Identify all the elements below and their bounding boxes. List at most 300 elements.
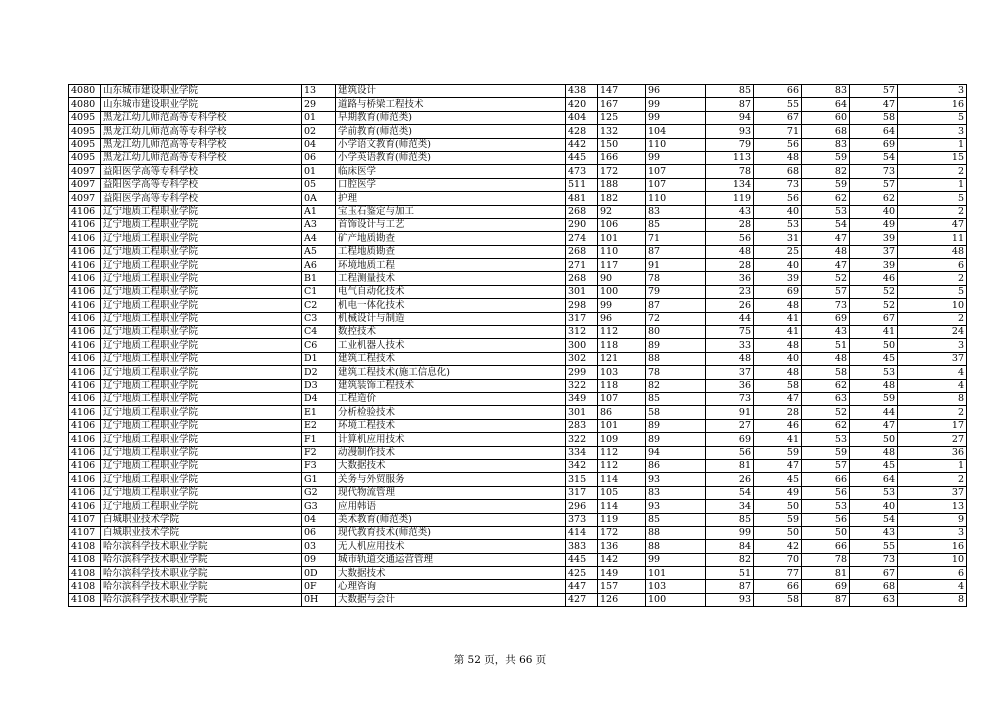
school-code-cell: 4106 — [69, 312, 101, 325]
table-row — [69, 513, 967, 526]
score-b-cell: 80 — [646, 326, 706, 339]
score-e-cell: 56 — [802, 513, 850, 526]
total-score-cell: 349 — [566, 392, 598, 405]
school-name-cell: 白城职业技术学院 — [101, 513, 302, 526]
rank-cell: 1 — [898, 178, 967, 191]
score-f-cell: 62 — [850, 192, 898, 205]
score-f-cell: 52 — [850, 299, 898, 312]
score-a-cell: 166 — [598, 151, 646, 164]
school-code-cell: 4095 — [69, 138, 101, 151]
score-a-cell: 103 — [598, 366, 646, 379]
score-a-cell: 105 — [598, 486, 646, 499]
major-name-cell: 口腔医学 — [336, 178, 566, 191]
total-score-cell: 420 — [566, 98, 598, 111]
score-a-cell: 149 — [598, 567, 646, 580]
score-e-cell: 82 — [802, 165, 850, 178]
score-a-cell: 147 — [598, 85, 646, 98]
rank-cell: 6 — [898, 259, 967, 272]
major-code-cell: 13 — [302, 85, 336, 98]
major-code-cell: C3 — [302, 312, 336, 325]
total-score-cell: 447 — [566, 580, 598, 593]
score-a-cell: 118 — [598, 339, 646, 352]
school-name-cell: 辽宁地质工程职业学院 — [101, 205, 302, 218]
score-c-cell: 75 — [706, 326, 754, 339]
score-b-cell: 103 — [646, 580, 706, 593]
total-score-cell: 334 — [566, 446, 598, 459]
rank-cell: 3 — [898, 125, 967, 138]
table-row — [69, 85, 967, 98]
score-f-cell: 53 — [850, 486, 898, 499]
total-score-cell: 322 — [566, 433, 598, 446]
major-code-cell: C2 — [302, 299, 336, 312]
major-name-cell: 护理 — [336, 192, 566, 205]
score-e-cell: 64 — [802, 98, 850, 111]
school-code-cell: 4097 — [69, 192, 101, 205]
score-b-cell: 110 — [646, 192, 706, 205]
score-e-cell: 53 — [802, 205, 850, 218]
score-f-cell: 68 — [850, 580, 898, 593]
score-a-cell: 172 — [598, 526, 646, 539]
score-d-cell: 47 — [754, 459, 802, 472]
table-row — [69, 366, 967, 379]
score-b-cell: 87 — [646, 299, 706, 312]
school-code-cell: 4097 — [69, 178, 101, 191]
score-f-cell: 48 — [850, 446, 898, 459]
score-a-cell: 96 — [598, 312, 646, 325]
school-name-cell: 辽宁地质工程职业学院 — [101, 433, 302, 446]
major-code-cell: A5 — [302, 245, 336, 258]
score-b-cell: 99 — [646, 98, 706, 111]
school-code-cell: 4106 — [69, 419, 101, 432]
score-e-cell: 68 — [802, 125, 850, 138]
school-name-cell: 辽宁地质工程职业学院 — [101, 285, 302, 298]
rank-cell: 2 — [898, 165, 967, 178]
score-e-cell: 81 — [802, 567, 850, 580]
rank-cell: 15 — [898, 151, 967, 164]
rank-cell: 2 — [898, 272, 967, 285]
score-c-cell: 48 — [706, 245, 754, 258]
major-code-cell: A1 — [302, 205, 336, 218]
major-code-cell: 0A — [302, 192, 336, 205]
major-name-cell: 工程测量技术 — [336, 272, 566, 285]
score-e-cell: 43 — [802, 326, 850, 339]
score-e-cell: 69 — [802, 312, 850, 325]
school-code-cell: 4106 — [69, 352, 101, 365]
score-b-cell: 88 — [646, 540, 706, 553]
total-score-cell: 315 — [566, 473, 598, 486]
score-a-cell: 109 — [598, 433, 646, 446]
score-a-cell: 92 — [598, 205, 646, 218]
school-name-cell: 辽宁地质工程职业学院 — [101, 232, 302, 245]
score-f-cell: 41 — [850, 326, 898, 339]
school-code-cell: 4095 — [69, 125, 101, 138]
school-code-cell: 4108 — [69, 553, 101, 566]
score-c-cell: 36 — [706, 379, 754, 392]
school-code-cell: 4095 — [69, 151, 101, 164]
school-code-cell: 4108 — [69, 567, 101, 580]
major-name-cell: 学前教育(师范类) — [336, 125, 566, 138]
score-a-cell: 150 — [598, 138, 646, 151]
score-f-cell: 53 — [850, 366, 898, 379]
table-row — [69, 567, 967, 580]
score-f-cell: 73 — [850, 553, 898, 566]
score-e-cell: 62 — [802, 192, 850, 205]
score-f-cell: 64 — [850, 473, 898, 486]
score-a-cell: 100 — [598, 285, 646, 298]
score-b-cell: 78 — [646, 366, 706, 379]
major-name-cell: 应用韩语 — [336, 500, 566, 513]
score-f-cell: 39 — [850, 259, 898, 272]
total-score-cell: 274 — [566, 232, 598, 245]
rank-cell: 24 — [898, 326, 967, 339]
score-c-cell: 56 — [706, 232, 754, 245]
total-score-cell: 342 — [566, 459, 598, 472]
score-e-cell: 63 — [802, 392, 850, 405]
school-code-cell: 4106 — [69, 245, 101, 258]
school-name-cell: 辽宁地质工程职业学院 — [101, 312, 302, 325]
rank-cell: 37 — [898, 352, 967, 365]
school-code-cell: 4106 — [69, 272, 101, 285]
score-e-cell: 53 — [802, 500, 850, 513]
score-d-cell: 40 — [754, 352, 802, 365]
total-score-cell: 317 — [566, 312, 598, 325]
score-c-cell: 56 — [706, 446, 754, 459]
score-c-cell: 44 — [706, 312, 754, 325]
score-b-cell: 99 — [646, 151, 706, 164]
school-name-cell: 辽宁地质工程职业学院 — [101, 218, 302, 231]
major-code-cell: C4 — [302, 326, 336, 339]
major-name-cell: 现代物流管理 — [336, 486, 566, 499]
major-name-cell: 环境地质工程 — [336, 259, 566, 272]
score-d-cell: 47 — [754, 392, 802, 405]
total-score-cell: 322 — [566, 379, 598, 392]
total-score-cell: 268 — [566, 245, 598, 258]
total-score-cell: 268 — [566, 205, 598, 218]
total-score-cell: 301 — [566, 285, 598, 298]
major-code-cell: 05 — [302, 178, 336, 191]
total-score-cell: 301 — [566, 406, 598, 419]
score-c-cell: 87 — [706, 580, 754, 593]
score-c-cell: 27 — [706, 419, 754, 432]
score-e-cell: 47 — [802, 232, 850, 245]
score-a-cell: 157 — [598, 580, 646, 593]
page-number-footer: 第 52 页，共 66 页 — [453, 654, 547, 666]
score-c-cell: 91 — [706, 406, 754, 419]
score-b-cell: 99 — [646, 111, 706, 124]
table-row — [69, 526, 967, 539]
school-code-cell: 4095 — [69, 111, 101, 124]
total-score-cell: 317 — [566, 486, 598, 499]
school-code-cell: 4097 — [69, 165, 101, 178]
table-row — [69, 259, 967, 272]
total-score-cell: 300 — [566, 339, 598, 352]
rank-cell: 3 — [898, 526, 967, 539]
rank-cell: 36 — [898, 446, 967, 459]
rank-cell: 3 — [898, 339, 967, 352]
school-name-cell: 哈尔滨科学技术职业学院 — [101, 580, 302, 593]
score-e-cell: 69 — [802, 580, 850, 593]
score-c-cell: 82 — [706, 553, 754, 566]
school-name-cell: 黑龙江幼儿师范高等专科学校 — [101, 138, 302, 151]
major-name-cell: 电气自动化技术 — [336, 285, 566, 298]
total-score-cell: 414 — [566, 526, 598, 539]
major-code-cell: G1 — [302, 473, 336, 486]
major-name-cell: 分析检验技术 — [336, 406, 566, 419]
school-name-cell: 辽宁地质工程职业学院 — [101, 299, 302, 312]
score-e-cell: 66 — [802, 540, 850, 553]
score-d-cell: 48 — [754, 366, 802, 379]
school-name-cell: 辽宁地质工程职业学院 — [101, 500, 302, 513]
major-name-cell: 现代教育技术(师范类) — [336, 526, 566, 539]
major-code-cell: 09 — [302, 553, 336, 566]
major-code-cell: A6 — [302, 259, 336, 272]
score-c-cell: 36 — [706, 272, 754, 285]
total-score-cell: 299 — [566, 366, 598, 379]
school-code-cell: 4106 — [69, 392, 101, 405]
school-code-cell: 4106 — [69, 473, 101, 486]
score-e-cell: 51 — [802, 339, 850, 352]
score-a-cell: 142 — [598, 553, 646, 566]
table-row — [69, 138, 967, 151]
school-name-cell: 益阳医学高等专科学校 — [101, 178, 302, 191]
school-code-cell: 4108 — [69, 593, 101, 606]
score-b-cell: 86 — [646, 459, 706, 472]
table-row — [69, 459, 967, 472]
major-code-cell: D1 — [302, 352, 336, 365]
score-a-cell: 117 — [598, 259, 646, 272]
score-a-cell: 182 — [598, 192, 646, 205]
table-row — [69, 98, 967, 111]
score-b-cell: 82 — [646, 379, 706, 392]
major-name-cell: 环境工程技术 — [336, 419, 566, 432]
score-f-cell: 57 — [850, 85, 898, 98]
score-b-cell: 78 — [646, 272, 706, 285]
rank-cell: 5 — [898, 192, 967, 205]
score-b-cell: 91 — [646, 259, 706, 272]
score-b-cell: 104 — [646, 125, 706, 138]
score-c-cell: 119 — [706, 192, 754, 205]
total-score-cell: 438 — [566, 85, 598, 98]
table-row — [69, 192, 967, 205]
score-f-cell: 57 — [850, 178, 898, 191]
school-code-cell: 4108 — [69, 540, 101, 553]
score-a-cell: 86 — [598, 406, 646, 419]
score-a-cell: 107 — [598, 392, 646, 405]
major-code-cell: G3 — [302, 500, 336, 513]
school-code-cell: 4106 — [69, 299, 101, 312]
score-d-cell: 46 — [754, 419, 802, 432]
score-b-cell: 94 — [646, 446, 706, 459]
school-code-cell: 4107 — [69, 526, 101, 539]
score-b-cell: 72 — [646, 312, 706, 325]
school-code-cell: 4080 — [69, 85, 101, 98]
rank-cell: 37 — [898, 486, 967, 499]
table-row — [69, 178, 967, 191]
score-d-cell: 50 — [754, 500, 802, 513]
rank-cell: 5 — [898, 111, 967, 124]
school-code-cell: 4080 — [69, 98, 101, 111]
score-d-cell: 53 — [754, 218, 802, 231]
score-c-cell: 81 — [706, 459, 754, 472]
table-row — [69, 473, 967, 486]
total-score-cell: 473 — [566, 165, 598, 178]
score-d-cell: 45 — [754, 473, 802, 486]
score-d-cell: 77 — [754, 567, 802, 580]
major-name-cell: 道路与桥梁工程技术 — [336, 98, 566, 111]
score-d-cell: 71 — [754, 125, 802, 138]
rank-cell: 10 — [898, 299, 967, 312]
school-name-cell: 哈尔滨科学技术职业学院 — [101, 593, 302, 606]
score-c-cell: 79 — [706, 138, 754, 151]
score-d-cell: 56 — [754, 138, 802, 151]
school-code-cell: 4106 — [69, 500, 101, 513]
score-f-cell: 48 — [850, 379, 898, 392]
table-row — [69, 299, 967, 312]
score-b-cell: 93 — [646, 473, 706, 486]
major-name-cell: 无人机应用技术 — [336, 540, 566, 553]
major-code-cell: 01 — [302, 165, 336, 178]
rank-cell: 2 — [898, 473, 967, 486]
score-f-cell: 67 — [850, 312, 898, 325]
score-f-cell: 47 — [850, 98, 898, 111]
major-name-cell: 大数据技术 — [336, 567, 566, 580]
school-name-cell: 辽宁地质工程职业学院 — [101, 446, 302, 459]
score-e-cell: 60 — [802, 111, 850, 124]
table-row — [69, 312, 967, 325]
school-name-cell: 黑龙江幼儿师范高等专科学校 — [101, 125, 302, 138]
major-code-cell: A3 — [302, 218, 336, 231]
score-e-cell: 83 — [802, 138, 850, 151]
score-a-cell: 119 — [598, 513, 646, 526]
table-row — [69, 500, 967, 513]
major-code-cell: A4 — [302, 232, 336, 245]
score-e-cell: 48 — [802, 245, 850, 258]
total-score-cell: 428 — [566, 125, 598, 138]
score-a-cell: 132 — [598, 125, 646, 138]
major-name-cell: 早期教育(师范类) — [336, 111, 566, 124]
rank-cell: 2 — [898, 205, 967, 218]
major-code-cell: D3 — [302, 379, 336, 392]
major-name-cell: 小学英语教育(师范类) — [336, 151, 566, 164]
total-score-cell: 445 — [566, 151, 598, 164]
school-name-cell: 白城职业技术学院 — [101, 526, 302, 539]
total-score-cell: 442 — [566, 138, 598, 151]
score-e-cell: 66 — [802, 473, 850, 486]
score-a-cell: 114 — [598, 500, 646, 513]
score-c-cell: 99 — [706, 526, 754, 539]
school-name-cell: 辽宁地质工程职业学院 — [101, 459, 302, 472]
score-f-cell: 45 — [850, 459, 898, 472]
table-row — [69, 245, 967, 258]
table-body — [69, 85, 967, 607]
table-row — [69, 111, 967, 124]
score-a-cell: 112 — [598, 326, 646, 339]
total-score-cell: 373 — [566, 513, 598, 526]
score-e-cell: 59 — [802, 151, 850, 164]
school-code-cell: 4106 — [69, 459, 101, 472]
score-f-cell: 37 — [850, 245, 898, 258]
score-b-cell: 100 — [646, 593, 706, 606]
score-c-cell: 87 — [706, 98, 754, 111]
school-code-cell: 4106 — [69, 326, 101, 339]
score-a-cell: 172 — [598, 165, 646, 178]
major-name-cell: 小学语文教育(师范类) — [336, 138, 566, 151]
score-b-cell: 83 — [646, 486, 706, 499]
score-b-cell: 107 — [646, 178, 706, 191]
school-name-cell: 辽宁地质工程职业学院 — [101, 392, 302, 405]
score-c-cell: 93 — [706, 125, 754, 138]
score-d-cell: 48 — [754, 339, 802, 352]
major-name-cell: 计算机应用技术 — [336, 433, 566, 446]
major-code-cell: 0F — [302, 580, 336, 593]
school-name-cell: 山东城市建设职业学院 — [101, 98, 302, 111]
score-e-cell: 53 — [802, 433, 850, 446]
school-name-cell: 辽宁地质工程职业学院 — [101, 272, 302, 285]
major-name-cell: 临床医学 — [336, 165, 566, 178]
table-row — [69, 580, 967, 593]
major-code-cell: C1 — [302, 285, 336, 298]
score-b-cell: 85 — [646, 218, 706, 231]
total-score-cell: 312 — [566, 326, 598, 339]
table-row — [69, 486, 967, 499]
score-d-cell: 49 — [754, 486, 802, 499]
school-code-cell: 4106 — [69, 486, 101, 499]
table-row — [69, 392, 967, 405]
score-d-cell: 48 — [754, 151, 802, 164]
school-name-cell: 益阳医学高等专科学校 — [101, 165, 302, 178]
score-d-cell: 70 — [754, 553, 802, 566]
major-code-cell: E1 — [302, 406, 336, 419]
score-a-cell: 136 — [598, 540, 646, 553]
major-code-cell: 0H — [302, 593, 336, 606]
score-d-cell: 25 — [754, 245, 802, 258]
table-row — [69, 272, 967, 285]
score-b-cell: 101 — [646, 567, 706, 580]
total-score-cell: 296 — [566, 500, 598, 513]
major-name-cell: 数控技术 — [336, 326, 566, 339]
major-code-cell: B1 — [302, 272, 336, 285]
score-c-cell: 54 — [706, 486, 754, 499]
school-name-cell: 哈尔滨科学技术职业学院 — [101, 567, 302, 580]
major-name-cell: 大数据技术 — [336, 459, 566, 472]
score-c-cell: 33 — [706, 339, 754, 352]
school-name-cell: 哈尔滨科学技术职业学院 — [101, 540, 302, 553]
score-d-cell: 59 — [754, 446, 802, 459]
school-name-cell: 黑龙江幼儿师范高等专科学校 — [101, 111, 302, 124]
school-name-cell: 益阳医学高等专科学校 — [101, 192, 302, 205]
school-name-cell: 辽宁地质工程职业学院 — [101, 486, 302, 499]
score-f-cell: 43 — [850, 526, 898, 539]
score-a-cell: 110 — [598, 245, 646, 258]
rank-cell: 4 — [898, 379, 967, 392]
school-code-cell: 4107 — [69, 513, 101, 526]
total-score-cell: 283 — [566, 419, 598, 432]
school-code-cell: 4106 — [69, 379, 101, 392]
school-code-cell: 4106 — [69, 259, 101, 272]
major-name-cell: 工业机器人技术 — [336, 339, 566, 352]
rank-cell: 5 — [898, 285, 967, 298]
major-code-cell: 03 — [302, 540, 336, 553]
table-row — [69, 232, 967, 245]
score-e-cell: 52 — [802, 272, 850, 285]
score-d-cell: 40 — [754, 259, 802, 272]
score-f-cell: 54 — [850, 151, 898, 164]
score-b-cell: 88 — [646, 352, 706, 365]
rank-cell: 8 — [898, 392, 967, 405]
score-f-cell: 44 — [850, 406, 898, 419]
score-d-cell: 40 — [754, 205, 802, 218]
major-code-cell: F3 — [302, 459, 336, 472]
